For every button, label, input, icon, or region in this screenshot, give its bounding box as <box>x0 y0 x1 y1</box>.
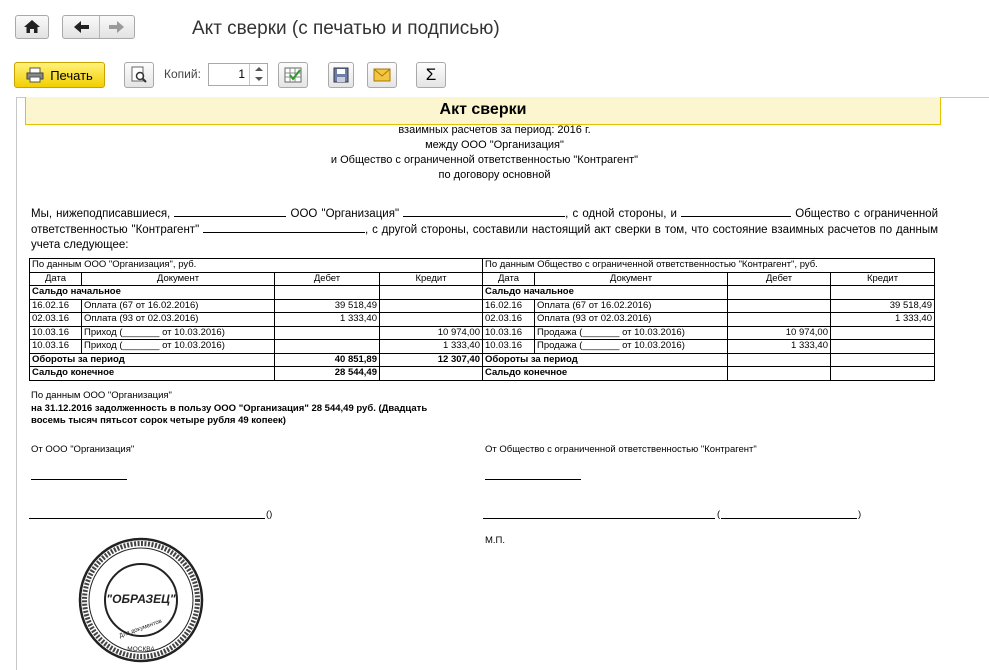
copies-spin <box>249 64 268 85</box>
intro-text-4: Общество с ограниченной ответственностью "Контрагент" <box>31 208 938 236</box>
closing-balance-row <box>30 367 935 381</box>
sum-button[interactable] <box>416 62 446 88</box>
window-title: Акт сверки (с печатью и подписью) <box>192 18 500 39</box>
col-credit: Кредит <box>831 272 935 286</box>
preview-button[interactable] <box>124 62 154 88</box>
right-position-line <box>485 479 581 480</box>
empty-cell <box>728 367 831 381</box>
cell-credit: 10 974,00 <box>380 326 483 340</box>
home-icon <box>16 16 48 38</box>
empty-cell <box>831 286 935 300</box>
left-signatory: От ООО "Организация" <box>31 444 135 455</box>
right-signatory: От Общество с ограниченной ответственностью "Контрагент" <box>485 444 757 455</box>
reconciliation-table <box>29 258 935 381</box>
cell-date: 16.02.16 <box>30 299 82 313</box>
summary-line-3: восемь тысяч пятьсот сорок четыре рубля 49 копеек) <box>31 415 286 426</box>
empty-cell <box>728 353 831 367</box>
blank-line <box>681 206 791 217</box>
left-signature-line <box>29 518 265 519</box>
sigma-icon: Σ <box>425 65 437 84</box>
blank-line <box>203 222 365 233</box>
cell-document: Оплата (67 от 16.02.2016) <box>82 299 275 313</box>
left-name-paren: () <box>266 509 273 520</box>
cell-date: 10.03.16 <box>30 340 82 354</box>
copies-label: Копий: <box>164 67 201 81</box>
copies-input[interactable]: 1 <box>238 67 245 81</box>
stamp-sub-text: Для документов <box>118 618 163 640</box>
arrow-left-icon <box>63 16 99 38</box>
intro-text-1: Мы, нижеподписавшиеся, <box>31 208 171 220</box>
cell-document: Оплата (93 от 02.03.2016) <box>535 313 728 327</box>
col-debit: Дебет <box>728 272 831 286</box>
right-name-line <box>721 518 857 519</box>
intro-text-3: , с одной стороны, и <box>565 208 677 220</box>
stamp-place-label: М.П. <box>485 535 506 546</box>
home-button[interactable] <box>15 15 49 39</box>
table-check-icon <box>284 66 302 84</box>
send-email-button[interactable] <box>367 62 397 88</box>
cell-document: Приход (_______ от 10.03.2016) <box>82 340 275 354</box>
cell-date: 02.03.16 <box>483 313 535 327</box>
closing-label: Сальдо конечное <box>30 367 275 381</box>
empty-cell <box>728 286 831 300</box>
blank-line <box>174 206 286 217</box>
opening-balance-row <box>30 286 935 300</box>
copies-stepper[interactable] <box>208 63 268 86</box>
col-credit: Кредит <box>380 272 483 286</box>
save-button[interactable] <box>328 62 354 88</box>
cell-debit <box>728 299 831 313</box>
turnover-row <box>30 353 935 367</box>
floppy-icon <box>333 67 349 83</box>
right-paren-open: ( <box>717 509 721 520</box>
subtitle-counterparty: и Общество с ограниченной ответственностью "Контрагент" <box>330 154 639 166</box>
cell-credit <box>380 313 483 327</box>
stamp-seal <box>78 537 204 663</box>
cell-document: Оплата (93 от 02.03.2016) <box>82 313 275 327</box>
back-button[interactable] <box>63 16 100 38</box>
cell-debit <box>275 326 380 340</box>
page-magnifier-icon <box>130 66 148 84</box>
col-document: Документ <box>535 272 728 286</box>
forward-button[interactable] <box>99 16 135 38</box>
spin-down-icon[interactable] <box>255 77 263 81</box>
opening-label: Сальдо начальное <box>483 286 728 300</box>
cell-debit: 10 974,00 <box>728 326 831 340</box>
cell-document: Приход (_______ от 10.03.2016) <box>82 326 275 340</box>
cell-debit <box>275 340 380 354</box>
cell-credit <box>831 326 935 340</box>
blank-line <box>403 206 565 217</box>
cell-debit <box>728 313 831 327</box>
stamp-city-text: МОСКВА <box>127 646 155 653</box>
cell-document: Продажа (_______ от 10.03.2016) <box>535 340 728 354</box>
spin-up-icon[interactable] <box>255 67 263 71</box>
table-row <box>30 313 935 327</box>
table-settings-button[interactable] <box>278 62 308 88</box>
table-row <box>30 340 935 354</box>
table-row <box>30 299 935 313</box>
cell-document: Оплата (67 от 16.02.2016) <box>535 299 728 313</box>
envelope-icon <box>373 68 391 82</box>
print-button[interactable] <box>14 62 105 88</box>
cell-credit: 1 333,40 <box>380 340 483 354</box>
cell-credit: 39 518,49 <box>831 299 935 313</box>
empty-cell <box>275 286 380 300</box>
turnover-label: Обороты за период <box>483 353 728 367</box>
intro-text-2: ООО "Организация" <box>290 208 400 220</box>
opening-label: Сальдо начальное <box>30 286 275 300</box>
cell-date: 02.03.16 <box>30 313 82 327</box>
turnover-debit: 40 851,89 <box>275 353 380 367</box>
closing-label: Сальдо конечное <box>483 367 728 381</box>
cell-debit: 1 333,40 <box>275 313 380 327</box>
print-label: Печать <box>50 67 93 83</box>
history-nav <box>62 15 135 39</box>
cell-date: 10.03.16 <box>483 326 535 340</box>
closing-debit: 28 544,49 <box>275 367 380 381</box>
stamp-center-text: "ОБРАЗЕЦ" <box>106 592 176 606</box>
cell-date: 10.03.16 <box>30 326 82 340</box>
turnover-credit: 12 307,40 <box>380 353 483 367</box>
table-party-header <box>30 259 935 273</box>
empty-cell <box>831 353 935 367</box>
cell-debit: 39 518,49 <box>275 299 380 313</box>
col-debit: Дебет <box>275 272 380 286</box>
printer-icon <box>26 67 44 83</box>
intro-paragraph <box>31 206 938 253</box>
intro-text-5: , с другой стороны, составили настоящий акт сверки в том, что состояние взаимных расчетов по данным учета следующее: <box>31 224 938 251</box>
cell-credit <box>380 299 483 313</box>
left-party-header: По данным ООО "Организация", руб. <box>30 259 483 273</box>
empty-cell <box>831 367 935 381</box>
cell-date: 16.02.16 <box>483 299 535 313</box>
table-row <box>30 326 935 340</box>
cell-credit <box>831 340 935 354</box>
left-position-line <box>31 479 127 480</box>
turnover-label: Обороты за период <box>30 353 275 367</box>
empty-cell <box>380 367 483 381</box>
cell-document: Продажа (_______ от 10.03.2016) <box>535 326 728 340</box>
subtitle-period: взаимных расчетов за период: 2016 г. <box>398 124 591 136</box>
right-signature-line <box>483 518 715 519</box>
document-title: Акт сверки <box>25 97 941 125</box>
arrow-right-icon <box>99 16 135 38</box>
right-paren-close: ) <box>858 509 862 520</box>
right-party-header: По данным Общество с ограниченной ответственностью "Контрагент", руб. <box>483 259 935 273</box>
summary-line-2: на 31.12.2016 задолженность в пользу ООО "Организация" 28 544,49 руб. (Двадцать <box>31 403 428 414</box>
empty-cell <box>380 286 483 300</box>
cell-debit: 1 333,40 <box>728 340 831 354</box>
subtitle-contract: по договору основной <box>438 169 551 181</box>
summary-line-1: По данным ООО "Организация" <box>31 390 172 401</box>
cell-date: 10.03.16 <box>483 340 535 354</box>
subtitle-between: между ООО "Организация" <box>425 139 564 151</box>
cell-credit: 1 333,40 <box>831 313 935 327</box>
table-column-header <box>30 272 935 286</box>
col-date: Дата <box>30 272 82 286</box>
col-document: Документ <box>82 272 275 286</box>
col-date: Дата <box>483 272 535 286</box>
